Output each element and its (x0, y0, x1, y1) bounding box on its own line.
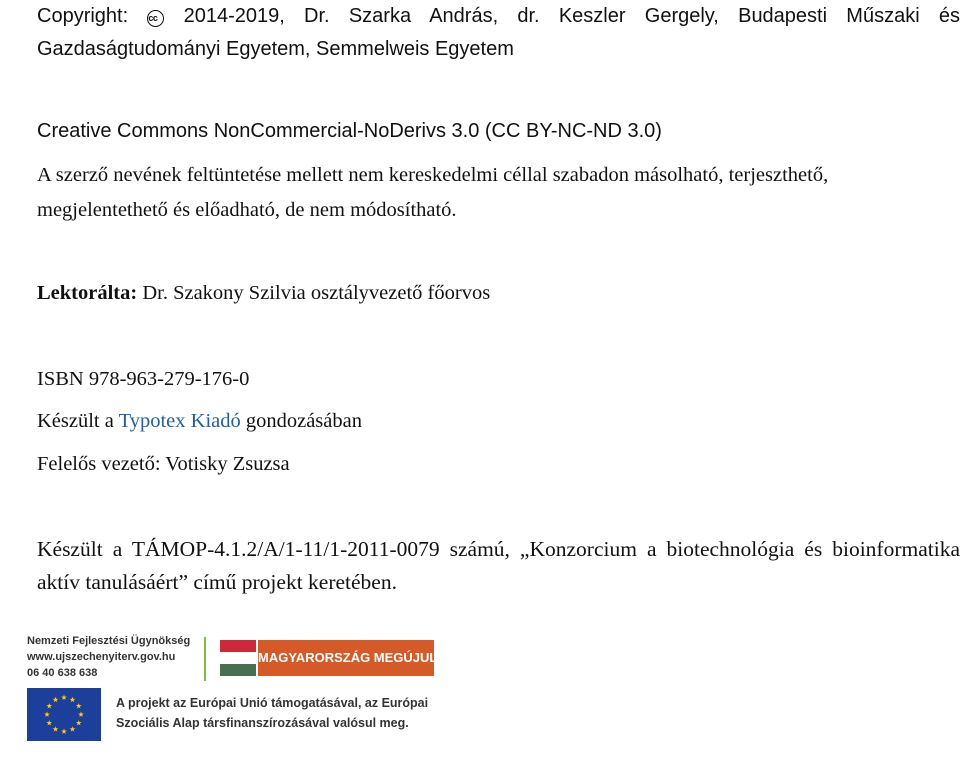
eu-funding-statement: A projekt az Európai Unió támogatásával, az Európai Szociális Alap társfinanszírozásával valósul meg. (116, 696, 429, 730)
license-title: Creative Commons NonCommercial-NoDerivs 3.0 (CC BY-NC-ND 3.0) (37, 120, 662, 142)
publisher-suffix: gondozásában (245, 410, 362, 432)
publisher-prefix: Készült a (37, 410, 114, 432)
license-text: A szerző nevének feltüntetése mellett nem kereskedelmi céllal szabadon másolható, terjeszthető, megjelentethető és előadható, de nem módosítható. (37, 164, 829, 221)
nfu-website: www.ujszechenyiterv.gov.hu (27, 651, 176, 663)
reviewer-label: Lektorálta: (37, 282, 138, 304)
copyright-label: Copyright: (37, 5, 129, 27)
magyarorszag-megujul-logo: MAGYARORSZÁG MEGÚJUL (258, 640, 434, 676)
creative-commons-icon: cc (147, 10, 164, 27)
project-statement: Készült a TÁMOP-4.1.2/A/1-11/1-2011-0079 számú, „Konzorcium a biotechnológia és bioinformatika aktív tanulásáért” című projekt keretében. (37, 537, 960, 594)
nfu-logo (27, 633, 197, 681)
copyright-text: 2014-2019, Dr. Szarka András, dr. Keszler Gergely, Budapesti Műszaki és Gazdaságtudományi Egyetem, Semmelweis Egyetem (37, 5, 960, 60)
reviewer-line (37, 278, 490, 308)
isbn: ISBN 978-963-279-176-0 (37, 368, 250, 390)
logo-divider (204, 637, 206, 681)
publisher-link[interactable]: Typotex Kiadó (118, 410, 241, 432)
copyright-notice (37, 0, 960, 66)
reviewer-name: Dr. Szakony Szilvia osztályvezető főorvos (142, 282, 491, 304)
flag-stripe-white (220, 652, 256, 664)
flag-stripe-green (220, 664, 256, 676)
flag-stripe-red (220, 640, 256, 652)
hungarian-flag-icon (220, 640, 256, 676)
nfu-name: Nemzeti Fejlesztési Ügynökség (27, 635, 191, 647)
editor-line: Felelős vezető: Votisky Zsuzsa (37, 453, 290, 475)
nfu-phone: 06 40 638 638 (27, 667, 98, 679)
eu-flag-icon (27, 688, 101, 741)
publisher-line (37, 406, 362, 436)
